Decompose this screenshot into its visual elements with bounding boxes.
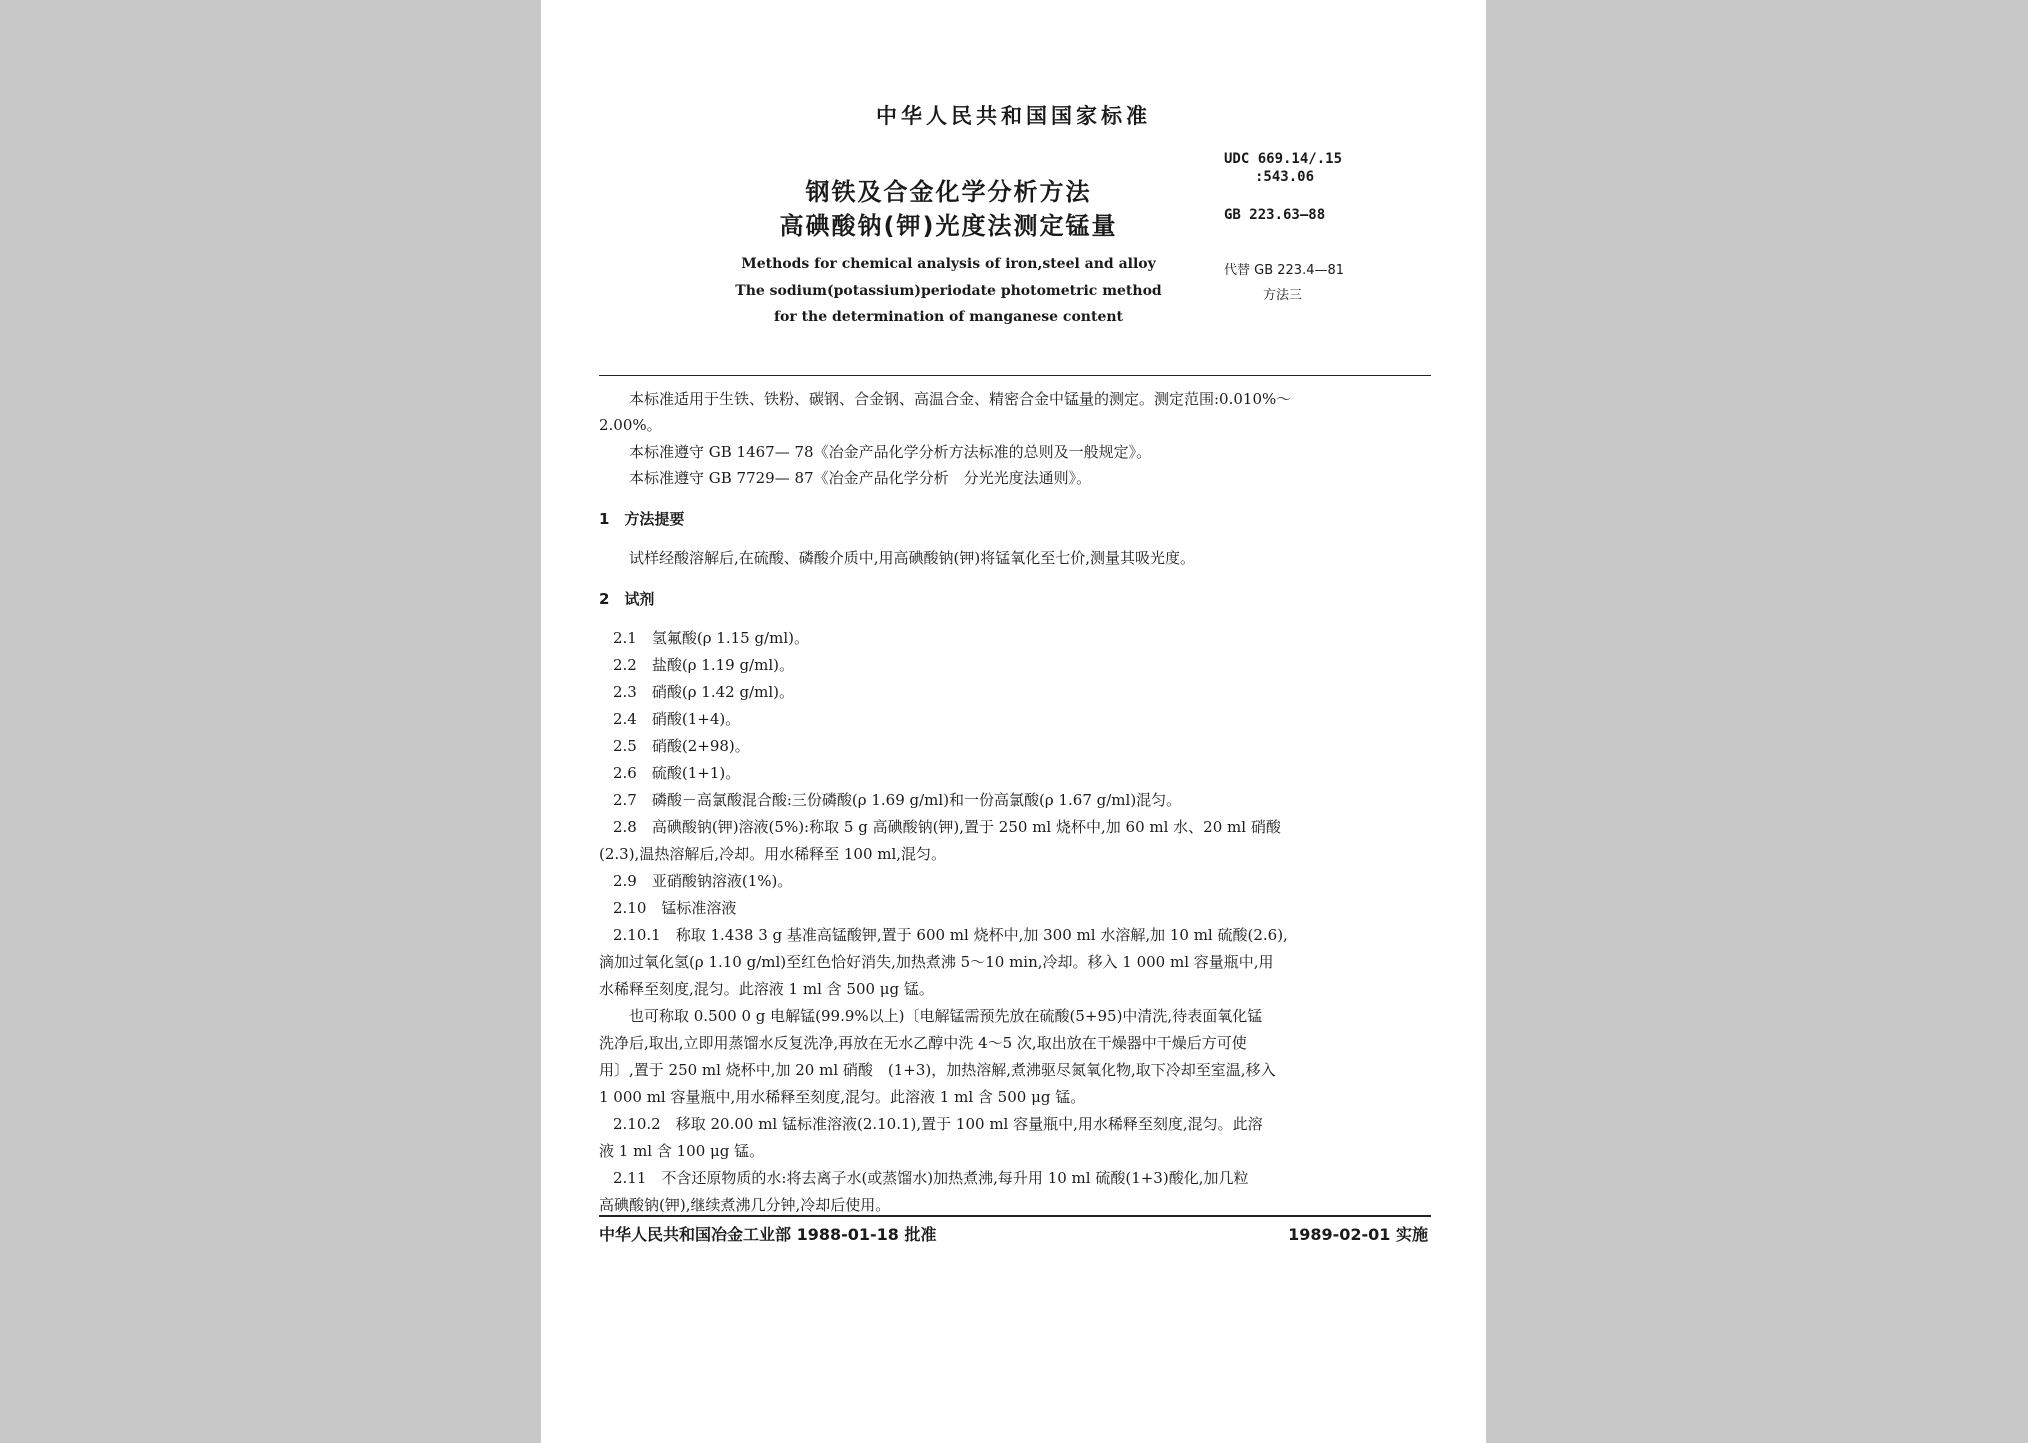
reagent-line: 水稀释至刻度,混匀。此溶液 1 ml 含 500 μg 锰。 xyxy=(599,980,934,998)
title-en-line2: The sodium(potassium)periodate photometric method xyxy=(735,283,1162,299)
gb-number: GB 223.63—88 xyxy=(1224,207,1326,223)
reagent-line: 2.6 硫酸(1+1)。 xyxy=(613,764,741,782)
udc-line1: UDC 669.14/.15 xyxy=(1224,151,1343,167)
section-1-title: 1 方法提要 xyxy=(599,510,685,528)
national-standard-heading: 中华人民共和国国家标准 xyxy=(876,104,1151,128)
reagent-line: 2.10.2 移取 20.00 ml 锰标准溶液(2.10.1),置于 100 ml 容量瓶中,用水稀释至刻度,混匀。此溶 xyxy=(613,1115,1263,1133)
document-page xyxy=(541,0,1486,1443)
section-1-text: 试样经酸溶解后,在硫酸、磷酸介质中,用高碘酸钠(钾)将锰氧化至七价,测量其吸光度。 xyxy=(629,549,1196,567)
header-rule xyxy=(599,375,1431,376)
section-2-title: 2 试剂 xyxy=(599,590,655,608)
reagent-line: (2.3),温热溶解后,冷却。用水稀释至 100 ml,混匀。 xyxy=(599,845,947,863)
intro-paragraph-3: 本标准遵守 GB 7729— 87《冶金产品化学分析 分光光度法通则》。 xyxy=(629,469,1092,487)
reagent-line: 2.7 磷酸－高氯酸混合酸:三份磷酸(ρ 1.69 g/ml)和一份高氯酸(ρ 1.67 g/ml)混匀。 xyxy=(613,791,1182,809)
reagent-line: 2.9 亚硝酸钠溶液(1%)。 xyxy=(613,872,793,890)
reagent-line: 洗净后,取出,立即用蒸馏水反复洗净,再放在无水乙醇中洗 4～5 次,取出放在干燥器中干燥后方可使 xyxy=(599,1034,1247,1052)
title-en-line3: for the determination of manganese content xyxy=(773,309,1123,325)
reagent-line: 2.4 硝酸(1+4)。 xyxy=(613,710,741,728)
reagent-line: 2.11 不含还原物质的水:将去离子水(或蒸馏水)加热煮沸,每升用 10 ml 硫酸(1+3)酸化,加几粒 xyxy=(613,1169,1249,1187)
title-cn-line1: 钢铁及合金化学分析方法 xyxy=(805,178,1092,206)
title-cn-line2: 高碘酸钠(钾)光度法测定锰量 xyxy=(779,212,1118,240)
approval-date: 中华人民共和国冶金工业部 1988-01-18 批准 xyxy=(599,1225,937,1244)
intro-paragraph-1b: 2.00%。 xyxy=(599,416,662,434)
reagent-line: 2.10 锰标准溶液 xyxy=(613,899,737,917)
reagent-line: 滴加过氧化氢(ρ 1.10 g/ml)至红色恰好消失,加热煮沸 5～10 min,冷却。移入 1 000 ml 容量瓶中,用 xyxy=(599,953,1274,971)
footer-rule xyxy=(599,1215,1431,1217)
intro-paragraph-1a: 本标准适用于生铁、铁粉、碳钢、合金钢、高温合金、精密合金中锰量的测定。测定范围:0.010%～ xyxy=(629,390,1292,408)
replaces-standard: 代替 GB 223.4—81 xyxy=(1224,263,1345,278)
reagent-line: 液 1 ml 含 100 μg 锰。 xyxy=(599,1142,765,1160)
intro-paragraph-2: 本标准遵守 GB 1467— 78《冶金产品化学分析方法标准的总则及一般规定》。 xyxy=(629,443,1152,461)
reagent-line: 1 000 ml 容量瓶中,用水稀释至刻度,混匀。此溶液 1 ml 含 500 μg 锰。 xyxy=(599,1088,1086,1106)
reagent-line: 高碘酸钠(钾),继续煮沸几分钟,冷却后使用。 xyxy=(599,1196,891,1214)
reagent-line: 2.10.1 称取 1.438 3 g 基准高锰酸钾,置于 600 ml 烧杯中,加 300 ml 水溶解,加 10 ml 硫酸(2.6), xyxy=(613,926,1288,944)
reagent-line: 2.1 氢氟酸(ρ 1.15 g/ml)。 xyxy=(613,629,809,647)
reagent-line: 用〕,置于 250 ml 烧杯中,加 20 ml 硝酸 (1+3)，加热溶解,煮沸驱尽氮氧化物,取下冷却至室温,移入 xyxy=(599,1061,1276,1079)
reagent-line: 也可称取 0.500 0 g 电解锰(99.9%以上)〔电解锰需预先放在硫酸(5+95)中清洗,待表面氧化锰 xyxy=(629,1007,1263,1025)
title-en-line1: Methods for chemical analysis of iron,steel and alloy xyxy=(741,256,1156,272)
reagent-line: 2.8 高碘酸钠(钾)溶液(5%):称取 5 g 高碘酸钠(钾),置于 250 ml 烧杯中,加 60 ml 水、20 ml 硝酸 xyxy=(613,818,1281,836)
reagent-line: 2.5 硝酸(2+98)。 xyxy=(613,737,750,755)
reagent-line: 2.2 盐酸(ρ 1.19 g/ml)。 xyxy=(613,656,794,674)
method-label: 方法三 xyxy=(1263,288,1303,303)
udc-line2: :543.06 xyxy=(1255,169,1315,185)
effective-date: 1989-02-01 实施 xyxy=(1288,1225,1428,1244)
reagent-line: 2.3 硝酸(ρ 1.42 g/ml)。 xyxy=(613,683,794,701)
